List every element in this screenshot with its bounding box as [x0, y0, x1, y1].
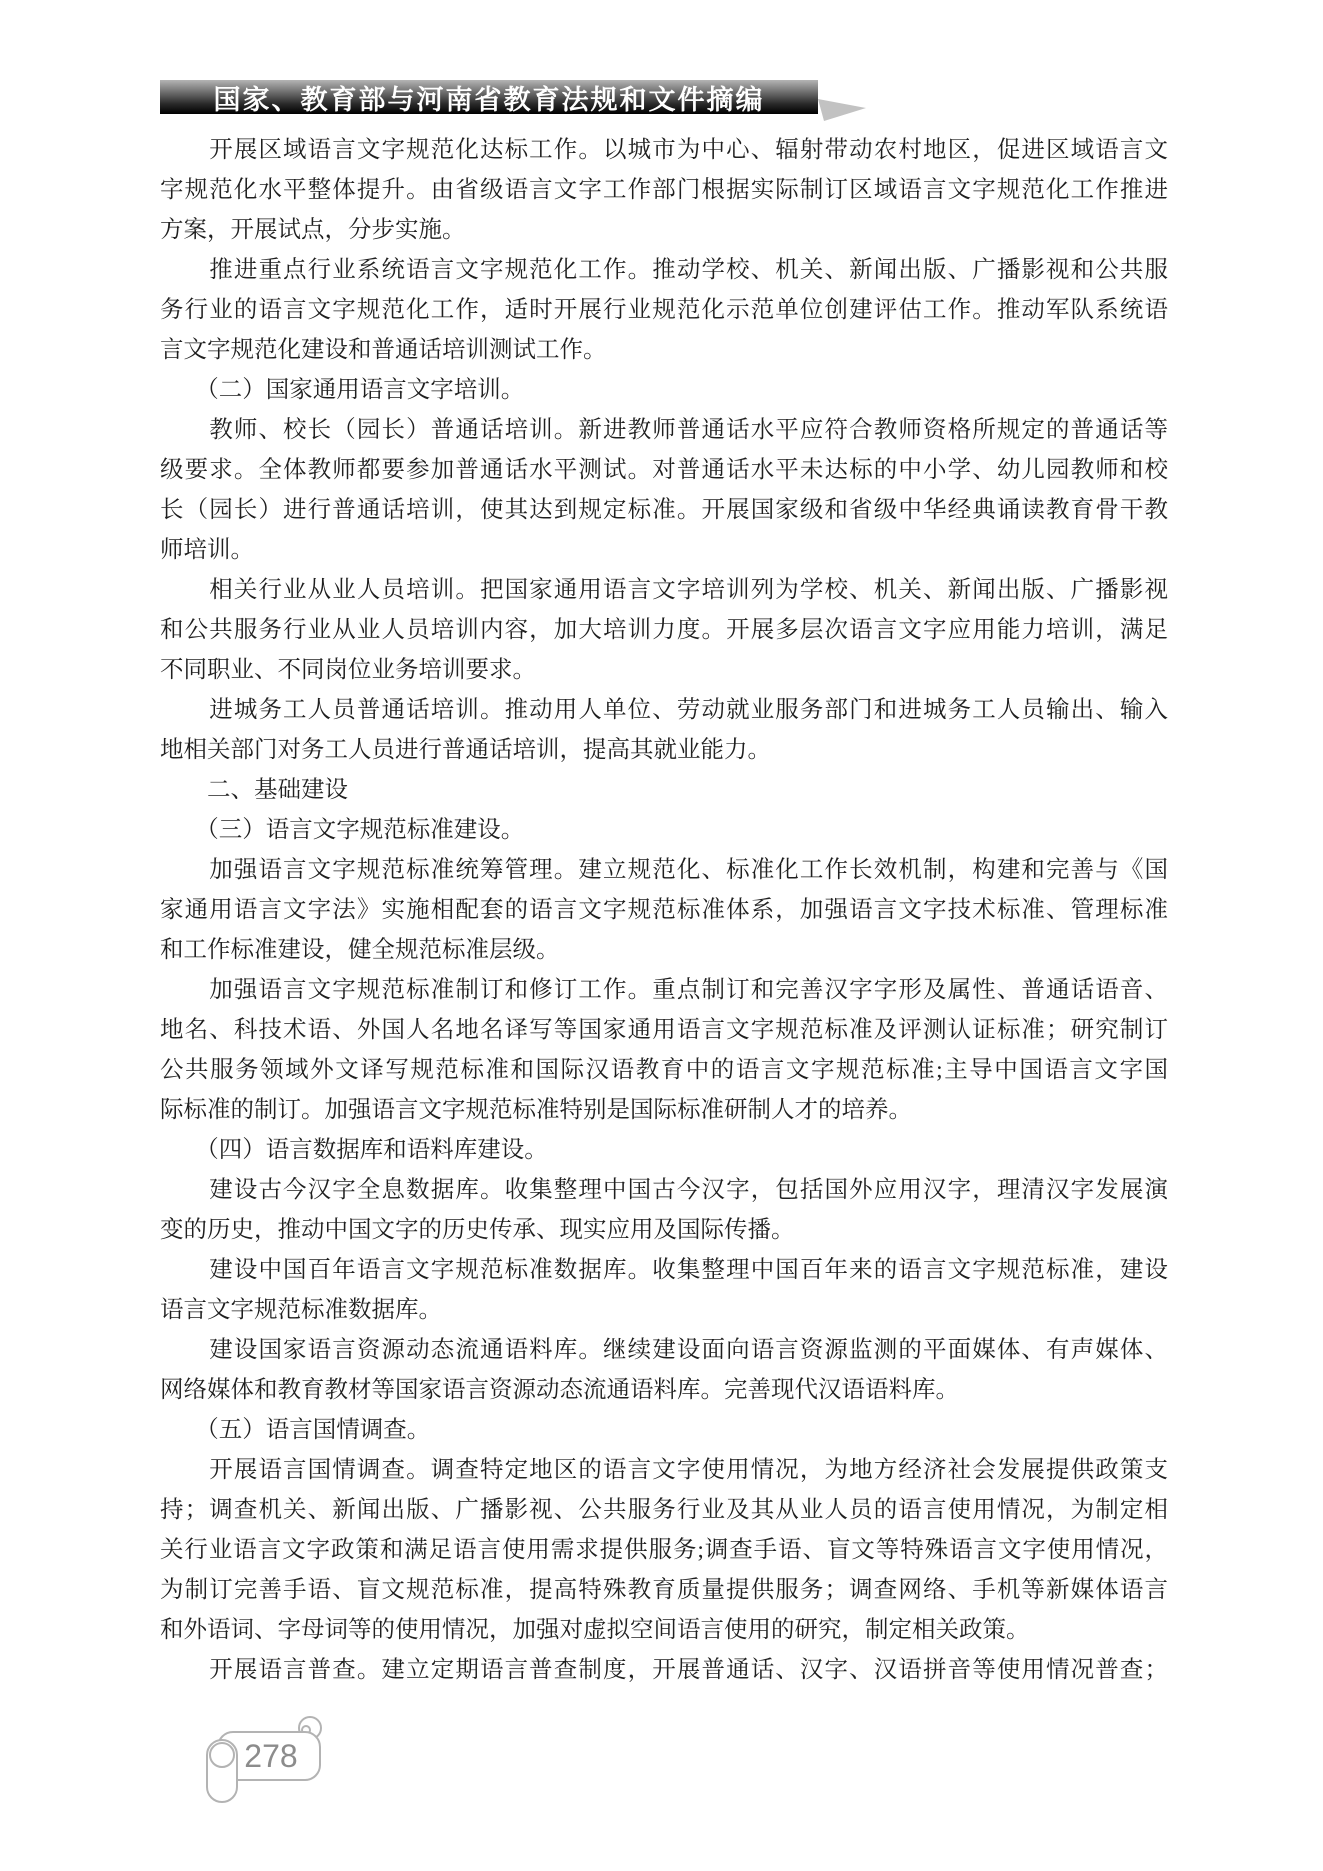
- text-line: 公共服务领域外文译写规范标准和国际汉语教育中的语言文字规范标准;主导中国语言文字国: [160, 1057, 1168, 1083]
- text-line: 和公共服务行业从业人员培训内容，加大培训力度。开展多层次语言文字应用能力培训，满足: [160, 617, 1168, 643]
- text-line: （二）国家通用语言文字培训。: [160, 377, 525, 403]
- document-body: [160, 130, 1168, 1690]
- page-header-title: 国家、教育部与河南省教育法规和文件摘编: [213, 84, 765, 115]
- text-line: 级要求。全体教师都要参加普通话水平测试。对普通话水平未达标的中小学、幼儿园教师和校: [160, 457, 1168, 483]
- text-line: 务行业的语言文字规范化工作，适时开展行业规范化示范单位创建评估工作。推动军队系统语: [160, 297, 1168, 323]
- text-line: 为制订完善手语、盲文规范标准，提高特殊教育质量提供服务；调查网络、手机等新媒体语言: [160, 1577, 1168, 1603]
- text-line: 开展语言国情调查。调查特定地区的语言文字使用情况，为地方经济社会发展提供政策支: [160, 1457, 1168, 1483]
- text-line: 和外语词、字母词等的使用情况，加强对虚拟空间语言使用的研究，制定相关政策。: [160, 1617, 1030, 1643]
- text-line: 方案，开展试点，分步实施。: [160, 217, 466, 243]
- text-line: 二、基础建设: [160, 777, 348, 803]
- text-line: 建设中国百年语言文字规范标准数据库。收集整理中国百年来的语言文字规范标准，建设: [160, 1257, 1168, 1283]
- text-line: 建设国家语言资源动态流通语料库。继续建设面向语言资源监测的平面媒体、有声媒体、: [160, 1337, 1168, 1363]
- text-line: 持；调查机关、新闻出版、广播影视、公共服务行业及其从业人员的语言使用情况，为制定相: [160, 1497, 1168, 1523]
- text-line: 进城务工人员普通话培训。推动用人单位、劳动就业服务部门和进城务工人员输出、输入: [160, 697, 1168, 723]
- page-header-bar: [160, 80, 818, 114]
- text-line: 长（园长）进行普通话培训，使其达到规定标准。开展国家级和省级中华经典诵读教育骨干教: [160, 497, 1168, 523]
- text-line: 和工作标准建设，健全规范标准层级。: [160, 937, 560, 963]
- text-line: （四）语言数据库和语料库建设。: [160, 1137, 548, 1163]
- text-line: 语言文字规范标准数据库。: [160, 1297, 442, 1323]
- text-line: 不同职业、不同岗位业务培训要求。: [160, 657, 536, 683]
- text-line: 变的历史，推动中国文字的历史传承、现实应用及国际传播。: [160, 1217, 795, 1243]
- text-line: 开展语言普查。建立定期语言普查制度，开展普通话、汉字、汉语拼音等使用情况普查；: [160, 1657, 1168, 1683]
- text-line: 师培训。: [160, 537, 254, 563]
- text-line: 际标准的制订。加强语言文字规范标准特别是国际标准研制人才的培养。: [160, 1097, 912, 1123]
- text-line: 加强语言文字规范标准制订和修订工作。重点制订和完善汉字字形及属性、普通话语音、: [160, 977, 1168, 1003]
- text-line: 加强语言文字规范标准统筹管理。建立规范化、标准化工作长效机制，构建和完善与《国: [160, 857, 1168, 883]
- page-number: 278: [244, 1738, 298, 1774]
- text-line: 家通用语言文字法》实施相配套的语言文字规范标准体系，加强语言文字技术标准、管理标准: [160, 897, 1168, 923]
- text-line: 建设古今汉字全息数据库。收集整理中国古今汉字，包括国外应用汉字，理清汉字发展演: [160, 1177, 1168, 1203]
- header-arrow-icon: [818, 95, 868, 123]
- text-line: 开展区域语言文字规范化达标工作。以城市为中心、辐射带动农村地区，促进区域语言文: [160, 137, 1168, 163]
- text-line: 网络媒体和教育教材等国家语言资源动态流通语料库。完善现代汉语语料库。: [160, 1377, 959, 1403]
- text-line: 相关行业从业人员培训。把国家通用语言文字培训列为学校、机关、新闻出版、广播影视: [160, 577, 1168, 603]
- text-line: （三）语言文字规范标准建设。: [160, 817, 525, 843]
- text-line: 教师、校长（园长）普通话培训。新进教师普通话水平应符合教师资格所规定的普通话等: [160, 417, 1168, 443]
- text-line: 地相关部门对务工人员进行普通话培训，提高其就业能力。: [160, 737, 771, 763]
- text-line: 字规范化水平整体提升。由省级语言文字工作部门根据实际制订区域语言文字规范化工作推进: [160, 177, 1168, 203]
- page-number-scroll-icon: [204, 1714, 342, 1816]
- text-line: （五）语言国情调查。: [160, 1417, 431, 1443]
- text-line: 言文字规范化建设和普通话培训测试工作。: [160, 337, 607, 363]
- text-line: 推进重点行业系统语言文字规范化工作。推动学校、机关、新闻出版、广播影视和公共服: [160, 257, 1168, 283]
- text-line: 关行业语言文字政策和满足语言使用需求提供服务;调查手语、盲文等特殊语言文字使用情况，: [160, 1537, 1168, 1563]
- text-line: 地名、科技术语、外国人名地名译写等国家通用语言文字规范标准及评测认证标准；研究制订: [160, 1017, 1168, 1043]
